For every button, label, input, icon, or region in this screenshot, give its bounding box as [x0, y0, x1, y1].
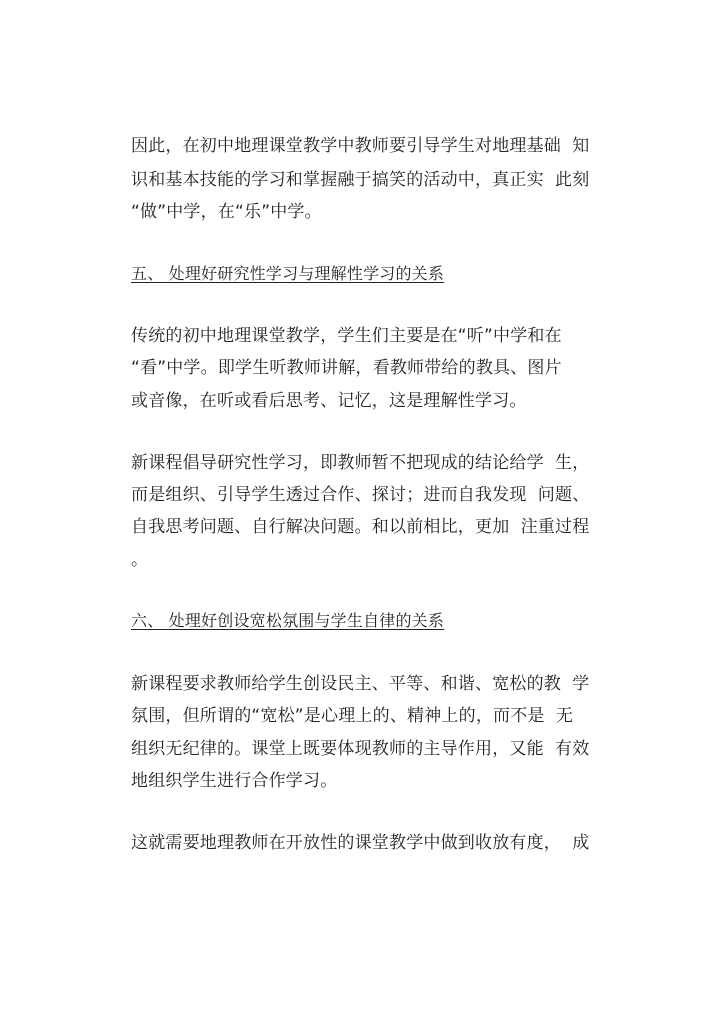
paragraph-2-line-3: 或音像，在听或看后思考、记忆，这是理解性学习。: [131, 391, 527, 411]
paragraph-4-line-3: 组织无纪律的。课堂上既要体现教师的主导作用，又能 有效: [131, 739, 590, 759]
paragraph-2-line-2: “看”中学。即学生听教师讲解，看教师带给的教具、图片: [131, 358, 562, 378]
paragraph-5-line-1: 这就需要地理教师在开放性的课堂教学中做到收放有度， 成: [131, 833, 590, 853]
section-heading-5: 五、 处理好研究性学习与理解性学习的关系: [131, 264, 445, 283]
paragraph-4-line-4: 地组织学生进行合作学习。: [131, 771, 338, 791]
paragraph-1-line-3: “做”中学，在“乐”中学。: [131, 202, 322, 222]
paragraph-3-line-2: 而是组织、引导学生透过合作、探讨；进而自我发现 问题、: [131, 485, 590, 505]
paragraph-1-line-2: 识和基本技能的学习和掌握融于搞笑的活动中，真正实 此刻: [131, 170, 590, 190]
paragraph-3-line-4: 。: [131, 550, 149, 570]
section-heading-6: 六、 处理好创设宽松氛围与学生自律的关系: [131, 611, 445, 630]
paragraph-1-line-1: 因此，在初中地理课堂教学中教师要引导学生对地理基础 知: [131, 136, 590, 156]
paragraph-2-line-1: 传统的初中地理课堂教学，学生们主要是在“听”中学和在: [131, 326, 562, 346]
paragraph-3-line-3: 自我思考问题、自行解决问题。和以前相比，更加 注重过程: [131, 517, 590, 537]
paragraph-4-line-2: 氛围，但所谓的“宽松”是心理上的、精神上的，而不是 无: [131, 706, 574, 726]
paragraph-3-line-1: 新课程倡导研究性学习，即教师暂不把现成的结论给学 生，: [131, 453, 590, 473]
paragraph-4-line-1: 新课程要求教师给学生创设民主、平等、和谐、宽松的教 学: [131, 674, 590, 694]
